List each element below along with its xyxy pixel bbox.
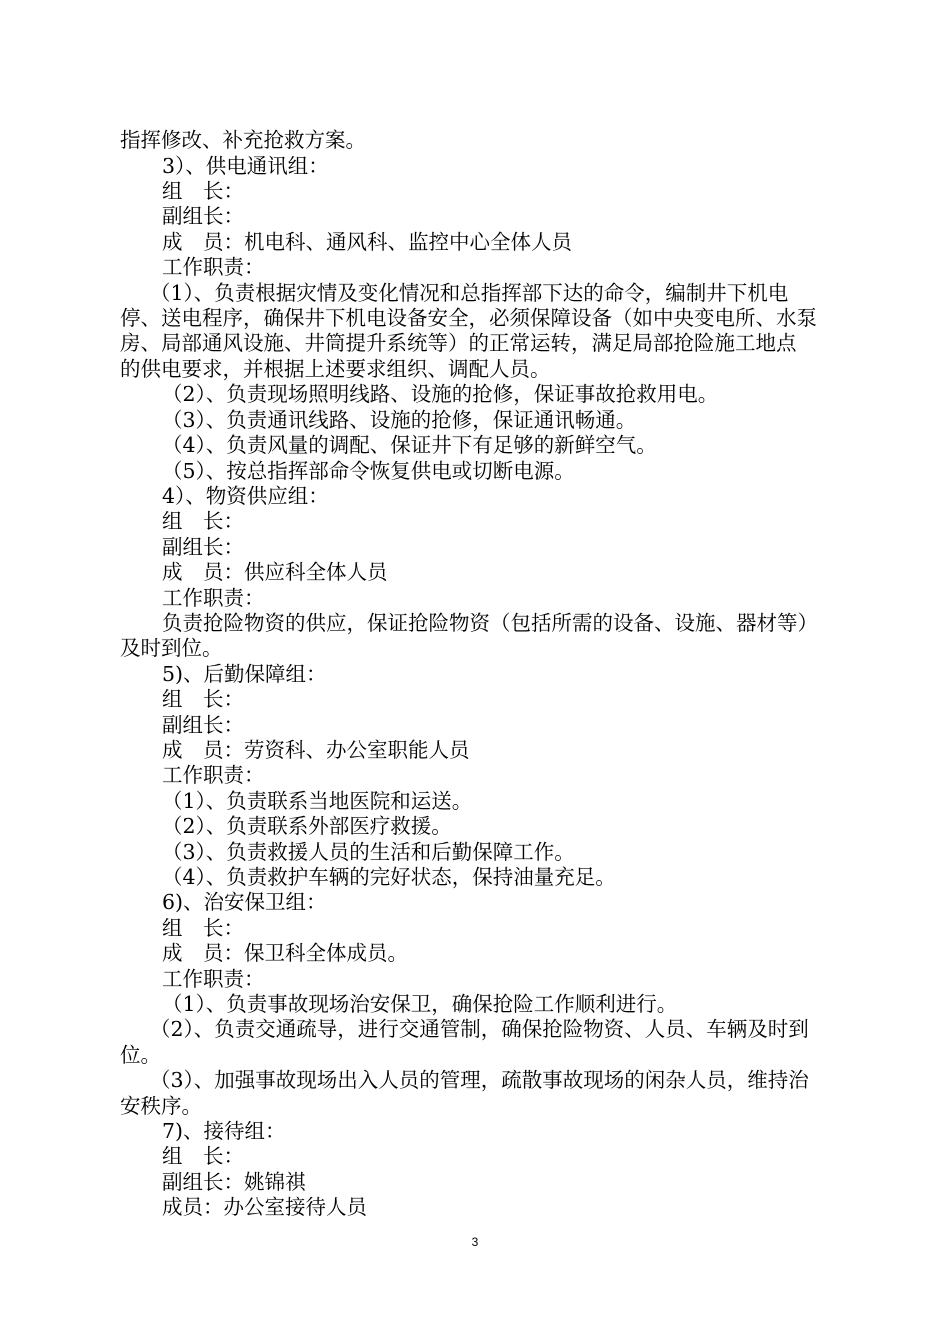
text-line: 工作职责： — [162, 967, 265, 991]
paragraph-line: （3）、加强事故现场出入人员的管理，疏散事故现场的闲杂人员，维持治 — [150, 1068, 809, 1092]
list-item: （4）、负责救护车辆的完好状态，保持油量充足。 — [162, 865, 616, 889]
text-line: 工作职责： — [162, 586, 265, 610]
text-line: 工作职责： — [162, 255, 265, 279]
paragraph-line: 房、局部通风设施、井筒提升系统等）的正常运转，满足局部抢险施工地点 — [120, 331, 797, 355]
list-item: （3）、负责通讯线路、设施的抢修，保证通讯畅通。 — [162, 408, 637, 432]
list-item: （1）、负责事故现场治安保卫，确保抢险工作顺利进行。 — [162, 992, 678, 1016]
paragraph-line: 位。 — [120, 1043, 161, 1067]
text-line: 成 员：劳资科、办公室职能人员 — [162, 738, 470, 762]
text-line: 组 长： — [162, 509, 244, 533]
section-heading-supply: 4）、物资供应组： — [162, 484, 329, 508]
list-item: （4）、负责风量的调配、保证井下有足够的新鲜空气。 — [162, 433, 657, 457]
paragraph-line: 的供电要求，并根据上述要求组织、调配人员。 — [120, 357, 551, 381]
list-item: （5）、按总指挥部命令恢复供电或切断电源。 — [162, 459, 575, 483]
text-line-continuation: 指挥修改、补充抢救方案。 — [120, 128, 366, 152]
text-line: 成 员：保卫科全体成员。 — [162, 941, 408, 965]
paragraph-line: 负责抢险物资的供应，保证抢险物资（包括所需的设备、设施、器材等） — [162, 611, 818, 635]
text-line: 成员：办公室接待人员 — [162, 1195, 367, 1219]
text-line: 副组长： — [162, 713, 244, 737]
paragraph-line: （1）、负责根据灾情及变化情况和总指挥部下达的命令，编制井下机电 — [150, 281, 789, 305]
section-heading-power-comm: 3）、供电通讯组： — [162, 154, 329, 178]
text-line: 副组长： — [162, 204, 244, 228]
paragraph-line: 及时到位。 — [120, 636, 223, 660]
list-item: （1）、负责联系当地医院和运送。 — [162, 789, 473, 813]
paragraph-line: 安秩序。 — [120, 1094, 202, 1118]
text-line: 副组长：姚锦祺 — [162, 1170, 306, 1194]
list-item: （2）、负责联系外部医疗救援。 — [162, 814, 452, 838]
section-heading-reception: 7)、接待组： — [162, 1119, 286, 1143]
text-line: 成 员：机电科、通风科、监控中心全体人员 — [162, 230, 572, 254]
text-line: 组 长： — [162, 1144, 244, 1168]
list-item: （2）、负责现场照明线路、设施的抢修，保证事故抢救用电。 — [162, 382, 719, 406]
text-line: 工作职责： — [162, 763, 265, 787]
page-number: 3 — [471, 1235, 479, 1249]
text-line: 成 员：供应科全体人员 — [162, 560, 388, 584]
section-heading-security: 6)、治安保卫组： — [162, 890, 327, 914]
text-line: 组 长： — [162, 916, 244, 940]
list-item: （3）、负责救援人员的生活和后勤保障工作。 — [162, 840, 575, 864]
section-heading-logistics: 5)、后勤保障组： — [162, 662, 327, 686]
text-line: 组 长： — [162, 179, 244, 203]
text-line: 组 长： — [162, 687, 244, 711]
paragraph-line: （2）、负责交通疏导，进行交通管制，确保抢险物资、人员、车辆及时到 — [150, 1017, 809, 1041]
paragraph-line: 停、送电程序，确保井下机电设备安全，必须保障设备（如中央变电所、水泵 — [120, 306, 817, 330]
text-line: 副组长： — [162, 535, 244, 559]
